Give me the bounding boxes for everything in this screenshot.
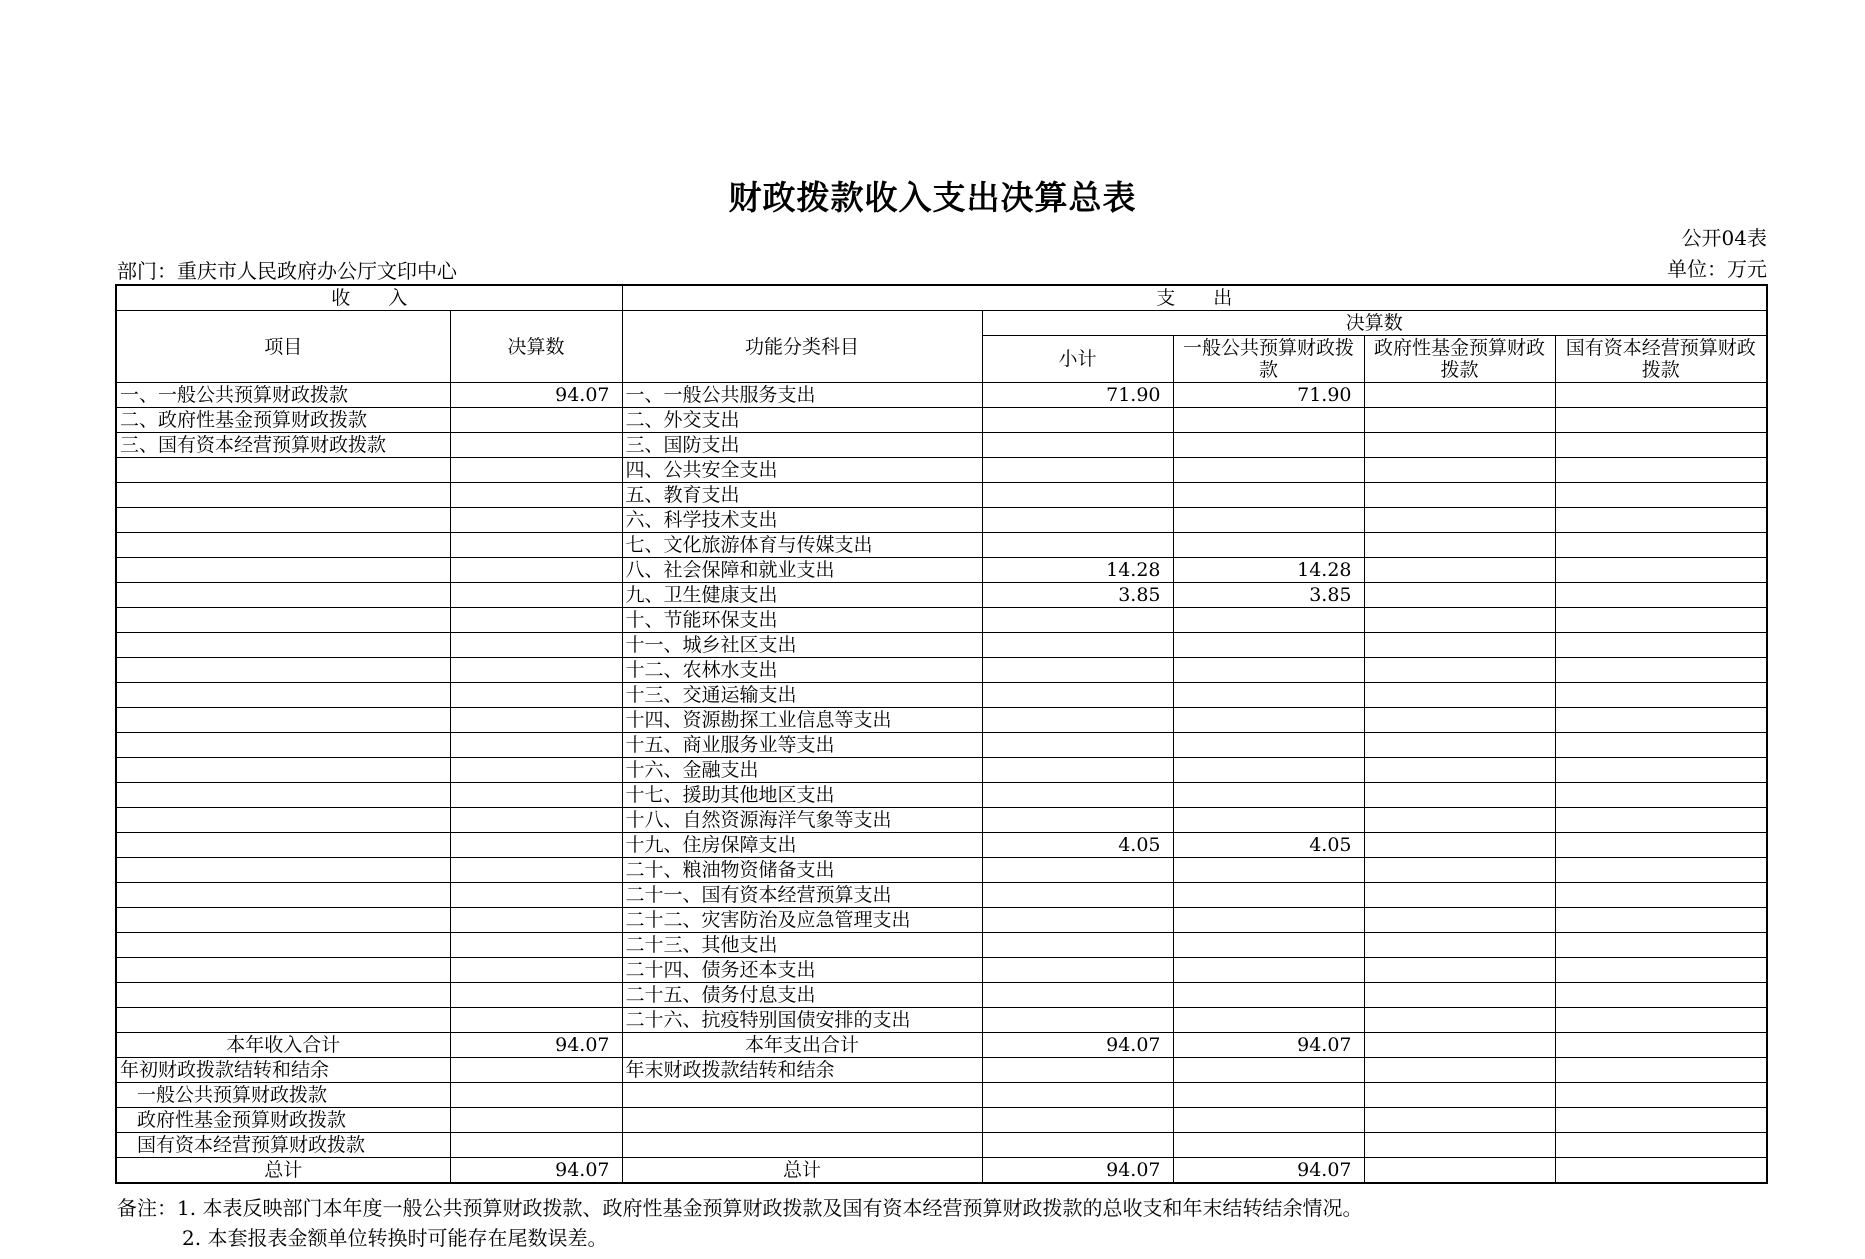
- expense-item-cell: 十八、自然资源海洋气象等支出: [622, 808, 982, 833]
- gov-fund-cell: [1364, 383, 1555, 408]
- year-total-row: [116, 1033, 1767, 1058]
- income-item-cell: [116, 633, 450, 658]
- general-budget-cell: [1173, 933, 1364, 958]
- state-capital-cell: [1555, 783, 1767, 808]
- carry-general-row: [116, 1083, 1767, 1108]
- income-amount-cell: 94.07: [450, 383, 622, 408]
- income-amount-cell: [450, 1133, 622, 1158]
- state-capital-cell: [1555, 933, 1767, 958]
- gov-fund-cell: [1364, 858, 1555, 883]
- income-amount-cell: [450, 633, 622, 658]
- general-budget-cell: [1173, 533, 1364, 558]
- state-capital-cell: [1555, 1108, 1767, 1133]
- table-row: [116, 783, 1767, 808]
- table-row: [116, 733, 1767, 758]
- state-capital-cell: [1555, 708, 1767, 733]
- general-budget-header: 一般公共预算财政拨款: [1173, 336, 1364, 383]
- subtotal-cell: [982, 633, 1173, 658]
- subtotal-cell: [982, 408, 1173, 433]
- income-amount-cell: 94.07: [450, 1033, 622, 1058]
- table-row: [116, 558, 1767, 583]
- general-budget-cell: [1173, 483, 1364, 508]
- table-row: [116, 933, 1767, 958]
- expense-item-cell: 十五、商业服务业等支出: [622, 733, 982, 758]
- income-item-cell: [116, 483, 450, 508]
- expense-item-cell: 二十四、债务还本支出: [622, 958, 982, 983]
- subtotal-cell: [982, 483, 1173, 508]
- income-item-cell: 三、国有资本经营预算财政拨款: [116, 433, 450, 458]
- form-number: 公开04表: [1681, 226, 1767, 250]
- expense-item-cell: 二十三、其他支出: [622, 933, 982, 958]
- state-capital-cell: [1555, 1158, 1767, 1184]
- table-row: [116, 958, 1767, 983]
- general-budget-cell: 14.28: [1173, 558, 1364, 583]
- expense-label-cell: 年末财政拨款结转和结余: [622, 1058, 982, 1083]
- income-item-cell: 一、一般公共预算财政拨款: [116, 383, 450, 408]
- table-row: [116, 808, 1767, 833]
- income-item-cell: [116, 733, 450, 758]
- expense-item-cell: 六、科学技术支出: [622, 508, 982, 533]
- income-amount-cell: [450, 833, 622, 858]
- income-amount-cell: [450, 508, 622, 533]
- state-capital-cell: [1555, 408, 1767, 433]
- subtotal-cell: [982, 858, 1173, 883]
- subtotal-cell: [982, 508, 1173, 533]
- gov-fund-cell: [1364, 458, 1555, 483]
- gov-fund-cell: [1364, 908, 1555, 933]
- expense-item-cell: 九、卫生健康支出: [622, 583, 982, 608]
- state-capital-cell: [1555, 483, 1767, 508]
- income-amount-cell: [450, 1083, 622, 1108]
- subtotal-cell: [982, 783, 1173, 808]
- table-row: [116, 683, 1767, 708]
- income-item-cell: [116, 908, 450, 933]
- general-budget-cell: 3.85: [1173, 583, 1364, 608]
- state-capital-cell: [1555, 458, 1767, 483]
- general-budget-cell: [1173, 858, 1364, 883]
- table-row: [116, 1008, 1767, 1033]
- general-budget-cell: [1173, 733, 1364, 758]
- expense-label-cell: 本年支出合计: [622, 1033, 982, 1058]
- income-label-cell: 本年收入合计: [116, 1033, 450, 1058]
- income-amount-cell: [450, 583, 622, 608]
- income-amount-cell: [450, 608, 622, 633]
- state-capital-cell: [1555, 758, 1767, 783]
- state-capital-cell: [1555, 1008, 1767, 1033]
- finance-summary-table: [115, 284, 1768, 1184]
- income-amount-cell: [450, 883, 622, 908]
- expense-item-cell: 二十二、灾害防治及应急管理支出: [622, 908, 982, 933]
- income-amount-cell: [450, 658, 622, 683]
- expense-item-cell: 五、教育支出: [622, 483, 982, 508]
- general-budget-cell: [1173, 508, 1364, 533]
- general-budget-cell: [1173, 433, 1364, 458]
- general-budget-cell: [1173, 1008, 1364, 1033]
- subtotal-cell: [982, 1108, 1173, 1133]
- gov-fund-cell: [1364, 583, 1555, 608]
- general-budget-cell: [1173, 1058, 1364, 1083]
- income-item-cell: [116, 758, 450, 783]
- general-budget-cell: [1173, 658, 1364, 683]
- subtotal-cell: [982, 433, 1173, 458]
- income-item-cell: [116, 708, 450, 733]
- gov-fund-cell: [1364, 733, 1555, 758]
- subtotal-cell: [982, 708, 1173, 733]
- table-row: [116, 583, 1767, 608]
- table-row: [116, 608, 1767, 633]
- expense-item-cell: 三、国防支出: [622, 433, 982, 458]
- gov-fund-cell: [1364, 983, 1555, 1008]
- table-row: [116, 383, 1767, 408]
- subtotal-cell: 71.90: [982, 383, 1173, 408]
- income-item-cell: [116, 883, 450, 908]
- income-label-cell: 总计: [116, 1158, 450, 1184]
- general-budget-cell: [1173, 683, 1364, 708]
- subtotal-cell: [982, 883, 1173, 908]
- state-capital-cell: [1555, 433, 1767, 458]
- expense-label-cell: [622, 1083, 982, 1108]
- income-amount-cell: [450, 558, 622, 583]
- gov-fund-cell: [1364, 658, 1555, 683]
- subtotal-cell: [982, 933, 1173, 958]
- expense-item-cell: 二十五、债务付息支出: [622, 983, 982, 1008]
- table-row: [116, 708, 1767, 733]
- general-budget-cell: [1173, 458, 1364, 483]
- income-amount-cell: 94.07: [450, 1158, 622, 1184]
- state-capital-cell: [1555, 533, 1767, 558]
- income-item-cell: [116, 983, 450, 1008]
- table-row: [116, 458, 1767, 483]
- gov-fund-cell: [1364, 758, 1555, 783]
- income-amount-cell: [450, 408, 622, 433]
- state-capital-cell: [1555, 958, 1767, 983]
- income-amount-cell: [450, 933, 622, 958]
- final-amount-header: 决算数: [982, 311, 1767, 336]
- expense-item-cell: 一、一般公共服务支出: [622, 383, 982, 408]
- general-budget-cell: [1173, 1083, 1364, 1108]
- state-capital-cell: [1555, 383, 1767, 408]
- general-budget-cell: [1173, 1108, 1364, 1133]
- income-item-cell: [116, 1008, 450, 1033]
- subtotal-header: 小计: [982, 336, 1173, 383]
- income-item-cell: [116, 608, 450, 633]
- gov-fund-cell: [1364, 1108, 1555, 1133]
- gov-fund-cell: [1364, 508, 1555, 533]
- gov-fund-cell: [1364, 958, 1555, 983]
- gov-fund-cell: [1364, 1158, 1555, 1184]
- gov-fund-cell: [1364, 1083, 1555, 1108]
- income-item-cell: [116, 833, 450, 858]
- general-budget-cell: [1173, 633, 1364, 658]
- gov-fund-cell: [1364, 533, 1555, 558]
- income-amount-cell: [450, 733, 622, 758]
- expense-item-cell: 十三、交通运输支出: [622, 683, 982, 708]
- income-item-cell: [116, 683, 450, 708]
- expense-item-cell: 二十六、抗疫特别国债安排的支出: [622, 1008, 982, 1033]
- subtotal-cell: [982, 1008, 1173, 1033]
- general-budget-cell: 94.07: [1173, 1158, 1364, 1184]
- table-row: [116, 833, 1767, 858]
- income-amount-cell: [450, 983, 622, 1008]
- income-item-cell: [116, 783, 450, 808]
- subtotal-cell: [982, 458, 1173, 483]
- general-budget-cell: [1173, 708, 1364, 733]
- subtotal-cell: 3.85: [982, 583, 1173, 608]
- gov-fund-cell: [1364, 483, 1555, 508]
- subtotal-cell: [982, 983, 1173, 1008]
- gov-fund-cell: [1364, 433, 1555, 458]
- item-header: 项目: [116, 311, 450, 383]
- expense-item-cell: 四、公共安全支出: [622, 458, 982, 483]
- subtotal-cell: 94.07: [982, 1158, 1173, 1184]
- income-label-cell: 年初财政拨款结转和结余: [116, 1058, 450, 1083]
- subtotal-cell: [982, 658, 1173, 683]
- table-row: [116, 483, 1767, 508]
- income-amount-cell: [450, 1008, 622, 1033]
- gov-fund-cell: [1364, 783, 1555, 808]
- state-capital-cell: [1555, 683, 1767, 708]
- general-budget-cell: [1173, 958, 1364, 983]
- income-label-cell: 一般公共预算财政拨款: [116, 1083, 450, 1108]
- income-item-cell: [116, 558, 450, 583]
- state-capital-cell: [1555, 508, 1767, 533]
- gov-fund-cell: [1364, 1033, 1555, 1058]
- general-budget-cell: [1173, 1133, 1364, 1158]
- state-capital-cell: [1555, 833, 1767, 858]
- income-label-cell: 政府性基金预算财政拨款: [116, 1108, 450, 1133]
- state-capital-cell: [1555, 608, 1767, 633]
- income-amount-cell: [450, 808, 622, 833]
- subtotal-cell: [982, 808, 1173, 833]
- unit-label: 单位：万元: [1667, 257, 1767, 281]
- state-capital-cell: [1555, 883, 1767, 908]
- income-item-cell: [116, 533, 450, 558]
- state-capital-cell: [1555, 658, 1767, 683]
- state-capital-cell: [1555, 858, 1767, 883]
- table-row: [116, 633, 1767, 658]
- amount-header: 决算数: [450, 311, 622, 383]
- subtotal-cell: [982, 683, 1173, 708]
- func-class-header: 功能分类科目: [622, 311, 982, 383]
- expense-item-cell: 十一、城乡社区支出: [622, 633, 982, 658]
- page-title: 财政拨款收入支出决算总表: [728, 178, 1137, 217]
- income-amount-cell: [450, 858, 622, 883]
- income-amount-cell: [450, 1108, 622, 1133]
- state-capital-cell: [1555, 1083, 1767, 1108]
- general-budget-cell: 94.07: [1173, 1033, 1364, 1058]
- state-capital-cell: [1555, 583, 1767, 608]
- subtotal-cell: 4.05: [982, 833, 1173, 858]
- table-row: [116, 908, 1767, 933]
- gov-fund-cell: [1364, 833, 1555, 858]
- state-capital-cell: [1555, 558, 1767, 583]
- income-header: 收 入: [116, 285, 622, 311]
- expense-item-cell: 二、外交支出: [622, 408, 982, 433]
- carry-fund-row: [116, 1108, 1767, 1133]
- income-amount-cell: [450, 533, 622, 558]
- income-amount-cell: [450, 433, 622, 458]
- expense-item-cell: 十四、资源勘探工业信息等支出: [622, 708, 982, 733]
- gov-fund-header: 政府性基金预算财政拨款: [1364, 336, 1555, 383]
- subtotal-cell: [982, 1083, 1173, 1108]
- state-capital-cell: [1555, 633, 1767, 658]
- state-capital-cell: [1555, 908, 1767, 933]
- expense-item-cell: 十九、住房保障支出: [622, 833, 982, 858]
- state-capital-cell: [1555, 808, 1767, 833]
- general-budget-cell: [1173, 983, 1364, 1008]
- expense-item-cell: 二十、粮油物资储备支出: [622, 858, 982, 883]
- general-budget-cell: [1173, 883, 1364, 908]
- expense-item-cell: 二十一、国有资本经营预算支出: [622, 883, 982, 908]
- state-capital-cell: [1555, 1133, 1767, 1158]
- state-capital-cell: [1555, 983, 1767, 1008]
- gov-fund-cell: [1364, 608, 1555, 633]
- income-item-cell: [116, 658, 450, 683]
- general-budget-cell: [1173, 408, 1364, 433]
- state-capital-cell: [1555, 1033, 1767, 1058]
- income-amount-cell: [450, 783, 622, 808]
- general-budget-cell: 4.05: [1173, 833, 1364, 858]
- table-row: [116, 983, 1767, 1008]
- expense-label-cell: 总计: [622, 1158, 982, 1184]
- income-amount-cell: [450, 458, 622, 483]
- general-budget-cell: 71.90: [1173, 383, 1364, 408]
- table-row: [116, 858, 1767, 883]
- income-amount-cell: [450, 958, 622, 983]
- table-row: [116, 533, 1767, 558]
- general-budget-cell: [1173, 908, 1364, 933]
- table-row: [116, 433, 1767, 458]
- gov-fund-cell: [1364, 1058, 1555, 1083]
- general-budget-cell: [1173, 758, 1364, 783]
- gov-fund-cell: [1364, 1133, 1555, 1158]
- state-capital-cell: [1555, 733, 1767, 758]
- table-row: [116, 658, 1767, 683]
- expense-item-cell: 七、文化旅游体育与传媒支出: [622, 533, 982, 558]
- expense-header: 支 出: [622, 285, 1767, 311]
- gov-fund-cell: [1364, 408, 1555, 433]
- carry-over-row: [116, 1058, 1767, 1083]
- income-item-cell: [116, 808, 450, 833]
- gov-fund-cell: [1364, 1008, 1555, 1033]
- income-amount-cell: [450, 708, 622, 733]
- income-item-cell: [116, 583, 450, 608]
- gov-fund-cell: [1364, 933, 1555, 958]
- gov-fund-cell: [1364, 708, 1555, 733]
- table-row: [116, 408, 1767, 433]
- subtotal-cell: [982, 958, 1173, 983]
- expense-label-cell: [622, 1108, 982, 1133]
- note-line-1: 备注：1. 本表反映部门本年度一般公共预算财政拨款、政府性基金预算财政拨款及国有资本经营预算财政拨款的总收支和年末结转结余情况。: [117, 1196, 1363, 1220]
- subtotal-cell: [982, 733, 1173, 758]
- expense-item-cell: 八、社会保障和就业支出: [622, 558, 982, 583]
- gov-fund-cell: [1364, 683, 1555, 708]
- note-line-2: 2. 本套报表金额单位转换时可能存在尾数误差。: [182, 1226, 608, 1250]
- grand-total-row: [116, 1158, 1767, 1184]
- general-budget-cell: [1173, 608, 1364, 633]
- subtotal-cell: [982, 908, 1173, 933]
- gov-fund-cell: [1364, 883, 1555, 908]
- subtotal-cell: [982, 1133, 1173, 1158]
- gov-fund-cell: [1364, 808, 1555, 833]
- general-budget-cell: [1173, 808, 1364, 833]
- income-item-cell: 二、政府性基金预算财政拨款: [116, 408, 450, 433]
- subtotal-cell: [982, 1058, 1173, 1083]
- subtotal-cell: [982, 608, 1173, 633]
- income-amount-cell: [450, 683, 622, 708]
- department-label: 部门：重庆市人民政府办公厅文印中心: [117, 259, 457, 283]
- table-row: [116, 508, 1767, 533]
- expense-item-cell: 十七、援助其他地区支出: [622, 783, 982, 808]
- subtotal-cell: [982, 758, 1173, 783]
- state-capital-header: 国有资本经营预算财政拨款: [1555, 336, 1767, 383]
- income-amount-cell: [450, 758, 622, 783]
- income-label-cell: 国有资本经营预算财政拨款: [116, 1133, 450, 1158]
- general-budget-cell: [1173, 783, 1364, 808]
- income-item-cell: [116, 508, 450, 533]
- table-row: [116, 883, 1767, 908]
- income-amount-cell: [450, 908, 622, 933]
- expense-label-cell: [622, 1133, 982, 1158]
- table-row: [116, 758, 1767, 783]
- expense-item-cell: 十二、农林水支出: [622, 658, 982, 683]
- subtotal-cell: [982, 533, 1173, 558]
- income-amount-cell: [450, 483, 622, 508]
- state-capital-cell: [1555, 1058, 1767, 1083]
- gov-fund-cell: [1364, 633, 1555, 658]
- gov-fund-cell: [1364, 558, 1555, 583]
- subtotal-cell: 14.28: [982, 558, 1173, 583]
- carry-capital-row: [116, 1133, 1767, 1158]
- expense-item-cell: 十六、金融支出: [622, 758, 982, 783]
- expense-item-cell: 十、节能环保支出: [622, 608, 982, 633]
- subtotal-cell: 94.07: [982, 1033, 1173, 1058]
- income-item-cell: [116, 933, 450, 958]
- income-item-cell: [116, 458, 450, 483]
- income-item-cell: [116, 958, 450, 983]
- income-amount-cell: [450, 1058, 622, 1083]
- notes: [117, 1193, 1362, 1253]
- income-item-cell: [116, 858, 450, 883]
